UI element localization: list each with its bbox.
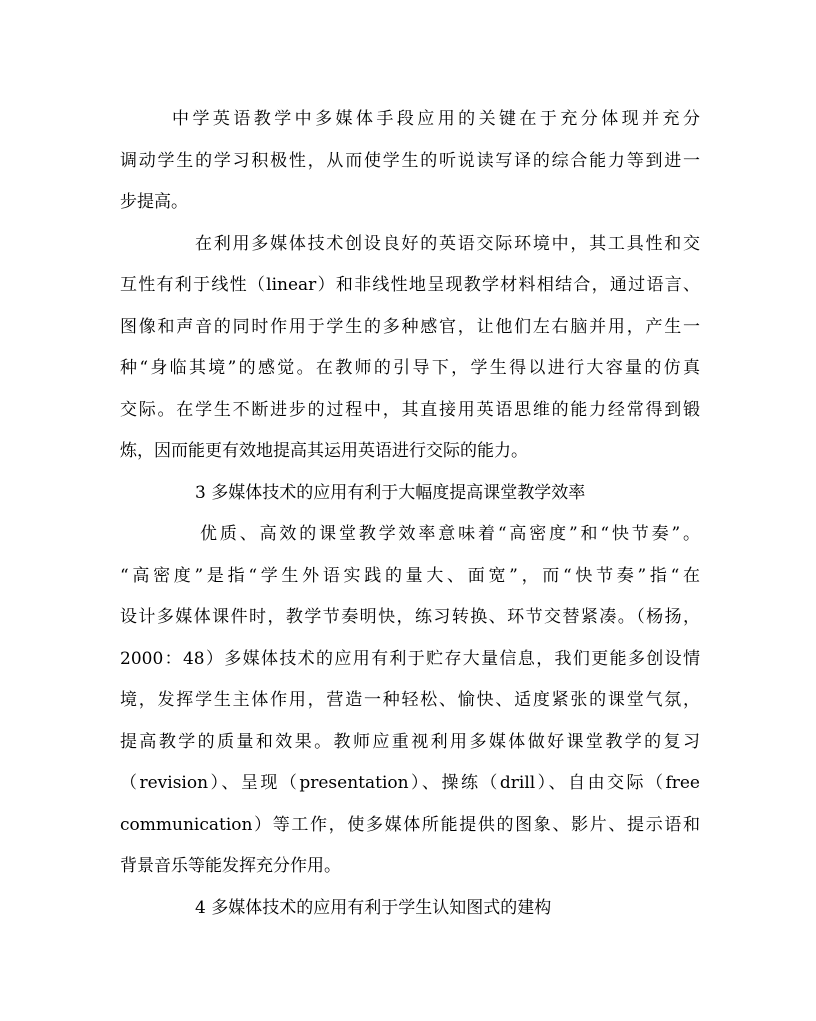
text-line: 种“身临其境”的感觉。在教师的引导下，学生得以进行大容量的仿真 bbox=[120, 358, 700, 378]
section-heading: 4 多媒体技术的应用有利于学生认知图式的建构 bbox=[195, 898, 552, 918]
text-line: 炼，因而能更有效地提高其运用英语进行交际的能力。 bbox=[120, 441, 528, 461]
text-line: 中学英语教学中多媒体手段应用的关键在于充分体现并充分 bbox=[172, 109, 700, 129]
text-line: 互性有利于线性（linear）和非线性地呈现教学材料相结合，通过语言、 bbox=[120, 275, 700, 295]
text-line: 优质、高效的课堂教学效率意味着“高密度”和“快节奏”。 bbox=[200, 524, 700, 544]
section-heading: 3 多媒体技术的应用有利于大幅度提高课堂教学效率 bbox=[195, 483, 586, 503]
text-line: 步提高。 bbox=[120, 192, 188, 212]
text-line: 境，发挥学生主体作用，营造一种轻松、愉快、适度紧张的课堂气氛， bbox=[120, 690, 700, 710]
text-line: 在利用多媒体技术创设良好的英语交际环境中，其工具性和交 bbox=[195, 234, 700, 254]
text-line: （revision）、呈现（presentation）、操练（drill）、自由交际（free bbox=[120, 773, 700, 793]
text-line: 2000：48）多媒体技术的应用有利于贮存大量信息，我们更能多创设情 bbox=[120, 649, 700, 669]
text-line: communication）等工作，使多媒体所能提供的图象、影片、提示语和 bbox=[120, 815, 700, 835]
text-line: 背景音乐等能发挥充分作用。 bbox=[120, 856, 341, 876]
text-line: 图像和声音的同时作用于学生的多种感官，让他们左右脑并用，产生一 bbox=[120, 317, 700, 337]
text-line: “高密度”是指“学生外语实践的量大、面宽”，而“快节奏”指“在 bbox=[120, 566, 700, 586]
text-line: 设计多媒体课件时，教学节奏明快，练习转换、环节交替紧凑。（杨扬， bbox=[120, 607, 700, 627]
text-line: 交际。在学生不断进步的过程中，其直接用英语思维的能力经常得到锻 bbox=[120, 400, 700, 420]
text-line: 提高教学的质量和效果。教师应重视利用多媒体做好课堂教学的复习 bbox=[120, 732, 700, 752]
text-line: 调动学生的学习积极性，从而使学生的听说读写译的综合能力等到进一 bbox=[120, 151, 700, 171]
